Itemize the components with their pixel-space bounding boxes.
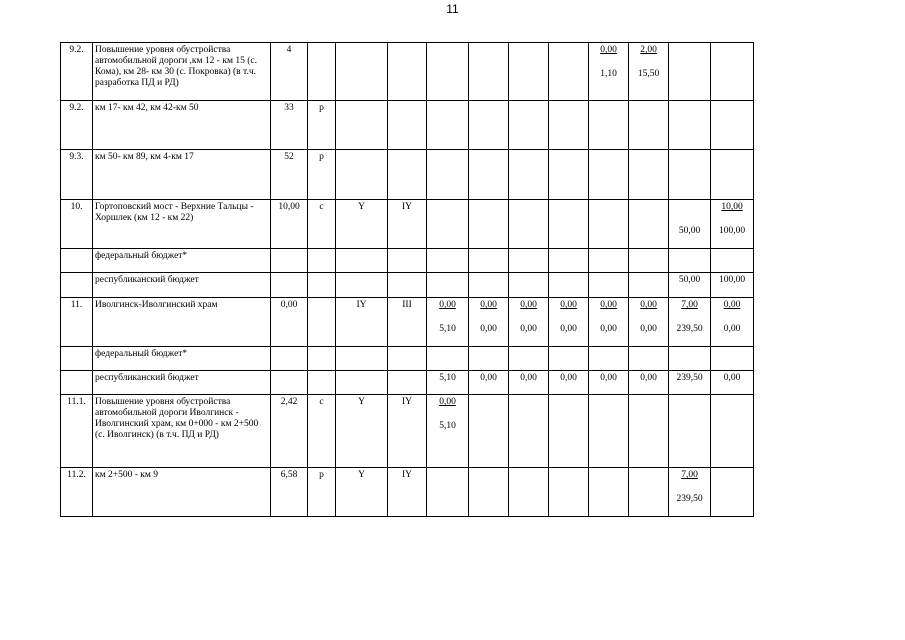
value-cell xyxy=(469,43,509,101)
table-row xyxy=(61,347,754,371)
category-to-cell xyxy=(388,101,427,150)
row-label: федеральный бюджет* xyxy=(93,249,271,273)
row-name: км 17- км 42, км 42-км 50 xyxy=(93,101,271,150)
value-cell: 0,00 xyxy=(589,371,629,395)
value-cell xyxy=(427,43,469,101)
table-row xyxy=(61,200,754,249)
row-number: 9.2. xyxy=(61,43,93,101)
value-cell: 0,00 xyxy=(549,371,589,395)
value-cell: 0,00 0,00 xyxy=(589,298,629,347)
row-number: 9.3. xyxy=(61,150,93,200)
value-cell: 0,00 5,10 xyxy=(427,298,469,347)
row-name: Повышение уровня обустройства автомобильной дороги Иволгинск - Иволгинский храм, км 0+000 - км 2+500 (с. Иволгинск) (в т.ч. ПД и РД) xyxy=(93,395,271,468)
row-name: Повышение уровня обустройства автомобильной дороги ,км 12 - км 15 (с. Кома), км 28- км 30 (с. Покровка) (в т.ч. разработка ПД и РД) xyxy=(93,43,271,101)
category-from-cell xyxy=(336,101,388,150)
value-cell: 0,00 xyxy=(711,371,754,395)
type-cell xyxy=(308,43,336,101)
row-number: 11.2. xyxy=(61,468,93,517)
length-cell: 10,00 xyxy=(271,200,308,249)
row-name: км 2+500 - км 9 xyxy=(93,468,271,517)
row-number: 11. xyxy=(61,298,93,347)
category-to-cell: III xyxy=(388,298,427,347)
table-row xyxy=(61,273,754,298)
category-from-cell: Y xyxy=(336,395,388,468)
category-to-cell xyxy=(388,150,427,200)
type-cell: р xyxy=(308,150,336,200)
value-cell: 7,00 239,50 xyxy=(669,298,711,347)
value-cell xyxy=(549,43,589,101)
table-row xyxy=(61,101,754,150)
type-cell: р xyxy=(308,468,336,517)
row-label: федеральный бюджет* xyxy=(93,347,271,371)
row-label: республиканский бюджет xyxy=(93,371,271,395)
value-cell: 0,00 0,00 xyxy=(629,298,669,347)
value-cell xyxy=(509,43,549,101)
length-cell: 2,42 xyxy=(271,395,308,468)
value-cell: 0,00 xyxy=(629,371,669,395)
category-to-cell xyxy=(388,43,427,101)
length-cell: 0,00 xyxy=(271,298,308,347)
table-row xyxy=(61,298,754,347)
row-number: 10. xyxy=(61,200,93,249)
row-name: Иволгинск-Иволгинский храм xyxy=(93,298,271,347)
value-cell xyxy=(711,43,754,101)
length-cell: 4 xyxy=(271,43,308,101)
value-cell: 0,00 xyxy=(509,371,549,395)
page-number: 11 xyxy=(446,2,459,16)
value-cell: 50,00 xyxy=(669,273,711,298)
value-cell: 0,00 0,00 xyxy=(711,298,754,347)
value-cell: 0,00 0,00 xyxy=(509,298,549,347)
value-cell: 0,00 0,00 xyxy=(549,298,589,347)
table-row xyxy=(61,468,754,517)
category-from-cell xyxy=(336,43,388,101)
type-cell: с xyxy=(308,395,336,468)
value-cell: 50,00 xyxy=(669,200,711,249)
value-cell: 0,00 xyxy=(469,371,509,395)
value-cell: 10,00 100,00 xyxy=(711,200,754,249)
category-to-cell: IY xyxy=(388,200,427,249)
value-cell xyxy=(669,43,711,101)
value-cell: 0,00 0,00 xyxy=(469,298,509,347)
row-number: 9.2. xyxy=(61,101,93,150)
table-row xyxy=(61,43,754,101)
category-from-cell: Y xyxy=(336,200,388,249)
row-number: 11.1. xyxy=(61,395,93,468)
row-name: км 50- км 89, км 4-км 17 xyxy=(93,150,271,200)
category-from-cell: Y xyxy=(336,468,388,517)
length-cell: 52 xyxy=(271,150,308,200)
category-from-cell xyxy=(336,150,388,200)
value-cell: 0,00 1,10 xyxy=(589,43,629,101)
row-name: Гортоповский мост - Верхние Тальцы - Хоршлек (км 12 - км 22) xyxy=(93,200,271,249)
length-cell: 6,58 xyxy=(271,468,308,517)
table-row xyxy=(61,150,754,200)
value-cell: 5,10 xyxy=(427,371,469,395)
row-label: республиканский бюджет xyxy=(93,273,271,298)
value-cell: 2,00 15,50 xyxy=(629,43,669,101)
category-to-cell: IY xyxy=(388,468,427,517)
table-row xyxy=(61,371,754,395)
type-cell xyxy=(308,298,336,347)
value-cell: 239,50 xyxy=(669,371,711,395)
type-cell: р xyxy=(308,101,336,150)
type-cell: с xyxy=(308,200,336,249)
table-row xyxy=(61,249,754,273)
value-cell: 0,00 5,10 xyxy=(427,395,469,468)
table-row xyxy=(61,395,754,468)
program-table xyxy=(60,42,754,517)
value-cell: 7,00 239,50 xyxy=(669,468,711,517)
value-cell: 100,00 xyxy=(711,273,754,298)
length-cell: 33 xyxy=(271,101,308,150)
category-to-cell: IY xyxy=(388,395,427,468)
category-from-cell: IY xyxy=(336,298,388,347)
